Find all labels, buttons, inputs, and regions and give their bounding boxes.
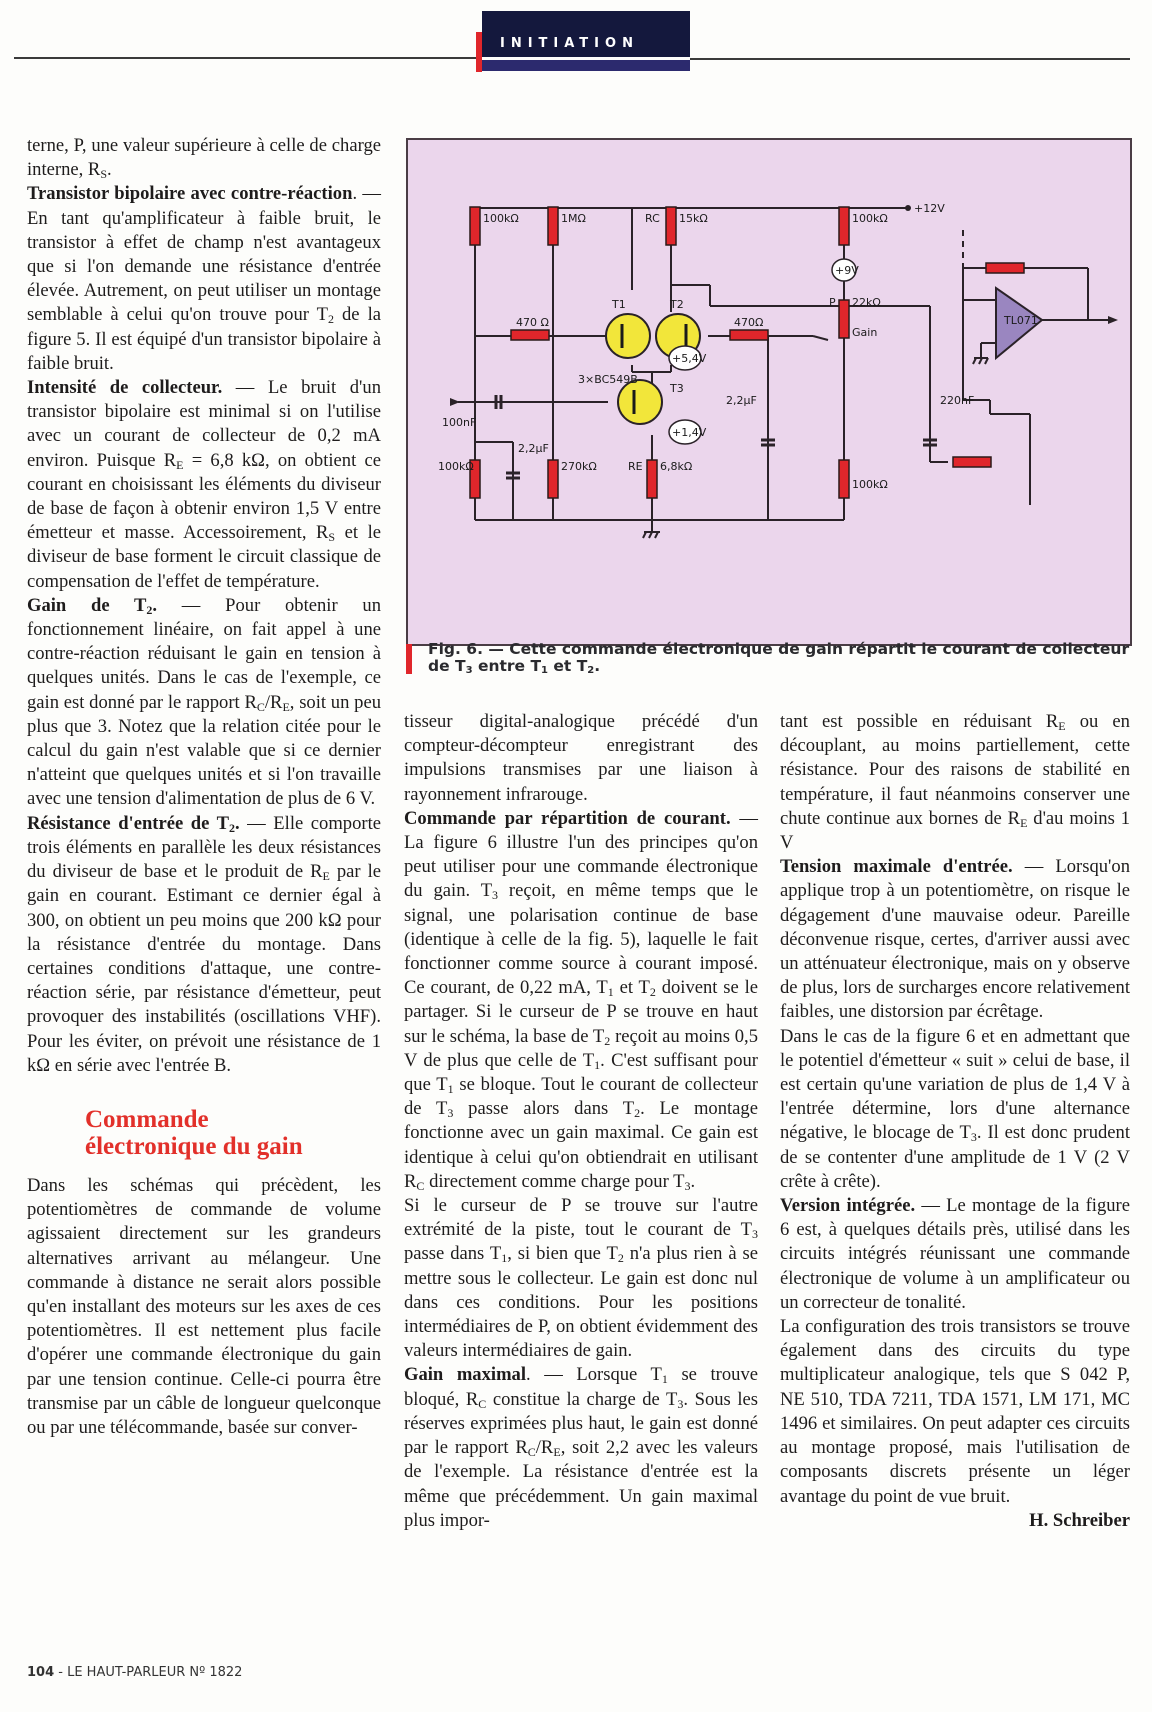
label-transistor-type: 3×BC549B <box>578 373 638 386</box>
column-2 <box>404 710 758 1533</box>
paragraph-intro: terne, P, une valeur supérieure à celle de charge interne, $R_S$. <box>27 135 381 182</box>
resistor-470-left <box>511 330 549 340</box>
resistor-1M <box>548 207 558 245</box>
banner-band <box>482 60 690 71</box>
label-t2: T2 <box>670 298 684 311</box>
resistor-rc <box>666 207 676 245</box>
paragraph-gain-t2: Gain de $T_2$. — Pour obtenir un fonctionnement linéaire, on fait appel à une contre-réaction réduisant le gain en tension à quelques unités. Dans le cas de l'exemple, ce gain est donné par le rapport $R_C/R_E$, soit un peu plus que 3. Notez que la relation citée pour le calcul du gain n'est valable que si ce dernier n'atteint que quelques unités et si l'on travaille avec une tension d'alimentation de plus de 6 V. <box>27 594 381 810</box>
label-270k: 270kΩ <box>561 460 597 473</box>
input-arrow <box>450 398 460 406</box>
section-title: Commande électronique du gain <box>85 1105 303 1160</box>
paragraph-schemas: Dans les schémas qui précèdent, les potentiomètres de commande de volume agissaient directement sur les grandeurs alternatives arrivant au mélangeur. Une commande à distance ne serait alors possible qu'en installant des moteurs sur les axes de ces potentiomètres. Il est nettement plus facile d'opérer une commande électronique du gain par une tension continue. Celle-ci pourra être transmise par un câble de longueur quelconque ou par une télécommande, basée sur conver- <box>27 1174 381 1438</box>
subheading: Commande par répartition de courant. <box>404 807 731 829</box>
subheading: Gain maximal <box>404 1364 527 1386</box>
label-100k-bottom-right: 100kΩ <box>852 478 888 491</box>
resistor-100k-bottom-right <box>839 460 849 498</box>
label-pot-value: 22kΩ <box>852 296 881 309</box>
label-100k-top: 100kΩ <box>483 212 519 225</box>
resistor-re <box>647 460 657 498</box>
circuit-schematic <box>408 140 1130 644</box>
resistor-100k-top <box>470 207 480 245</box>
paragraph-figure6: Dans le cas de la figure 6 et en admettant que le potentiel d'émetteur « suit » celui de base, il est certain qu'une variation de plus de 1,4 V à l'entrée détermine, lors d'une alternance négative, le blocage de $T_3$. Il est donc prudent de se contenter d'une amplitude de 1 V (2 V crête à crête). <box>780 1025 1131 1192</box>
label-22uf-right: 2,2µF <box>726 394 757 407</box>
section-label: INITIATION <box>500 36 639 51</box>
paragraph-configuration: La configuration des trois transistors se trouve également dans des circuits du type multiplicateur analogique, tels que S 042 P, NE 510, TDA 7211, TDA 1571, LM 171, MC 1496 et similaires. On peut adapter ces circuits au montage proposé, mais l'utilisation de composants discrets présente un léger avantage du point de vue bruit. <box>780 1316 1130 1507</box>
paragraph-gain-maximal: Gain maximal. — Lorsque $T_1$ se trouve bloqué, $R_C$ constitue la charge de $T_3$. Sous les réserves exprimées plus haut, le gain est donné par le rapport $R_C/R_E$, soit 2,2 avec les valeurs de l'exemple. La résistance d'entrée est la même que précédemment. Un gain maximal plus impor- <box>404 1364 758 1531</box>
voltage-9: +9V <box>835 264 859 277</box>
voltage-54: +5,4V <box>672 352 707 365</box>
paragraph-continuation: tisseur digital-analogique précédé d'un compteur-décompteur enregistrant des impulsions transmises par une liaison à rayonnement infrarouge. <box>404 711 758 805</box>
label-re: RE <box>628 460 643 473</box>
caption-accent <box>406 644 412 674</box>
potentiometer-p <box>839 300 849 338</box>
subheading: Transistor bipolaire avec contre-réaction <box>27 183 353 205</box>
banner-accent <box>476 32 482 72</box>
header-rule-right <box>690 58 1130 60</box>
voltage-14: +1,4V <box>672 426 707 439</box>
label-1M: 1MΩ <box>561 212 586 225</box>
label-t3: T3 <box>670 382 684 395</box>
header-rule-left <box>14 57 476 59</box>
paragraph-tension-maximale: Tension maximale d'entrée. — Lorsqu'on applique trop à un potentiomètre, on risque le dégagement d'une mauvaise odeur. Pareille déconvenue risque, certes, d'arriver aussi avec un atténuateur électronique, mais on y observe de plus, lors de surcharges encore relativement faibles, une distorsion par écrêtage. <box>780 856 1131 1023</box>
label-68k: 6,8kΩ <box>660 460 693 473</box>
label-100k-right: 100kΩ <box>852 212 888 225</box>
transistor-t3 <box>618 380 662 424</box>
supply-label: +12V <box>914 202 945 215</box>
resistor-100k-right <box>839 207 849 245</box>
resistor-feedback <box>986 263 1024 273</box>
supply-terminal <box>905 205 911 211</box>
column-1 <box>27 134 381 1440</box>
caption-text: Fig. 6. — Cette commande électronique de gain répartit le courant de collecteur de $T_3$ entre $T_1$ et $T_2$. <box>428 640 1130 676</box>
label-rc: RC <box>645 212 660 225</box>
publication-name: - LE HAUT-PARLEUR Nº 1822 <box>54 1665 243 1680</box>
label-t1: T1 <box>612 298 626 311</box>
label-pot-gain: Gain <box>852 326 878 339</box>
subheading: Gain de $T_2$. <box>27 594 158 617</box>
resistor-220nf-series <box>953 457 991 467</box>
section-banner <box>476 11 690 71</box>
paragraph-transistor-bipolaire: Transistor bipolaire avec contre-réaction. — En tant qu'amplificateur à faible bruit, le transistor à effet de champ n'est avantageux que si l'on demande une résistance d'entrée élevée. Autrement, on peut utiliser un montage semblable à celui qu'on trouve pour $T_2$ de la figure 5. Il est équipé d'un transistor bipolaire à faible bruit. <box>27 183 381 374</box>
subheading: Version intégrée. <box>780 1195 916 1217</box>
label-470-left: 470 Ω <box>516 316 549 329</box>
paragraph-curseur: Si le curseur de P se trouve sur l'autre extrémité de la piste, tout le courant de $T_3$ passe dans $T_1$, si bien que $T_2$ n'a plus rien à se mettre sous le collecteur. Le gain est donc nul dans ces conditions. Pour les positions intermédiaires de P, on obtient évidemment des valeurs intermédiaires de gain. <box>404 1195 758 1362</box>
paragraph-resistance-entree: Résistance d'entrée de $T_2$. — Elle comporte trois éléments en parallèle les deux résistances du diviseur de base et le produit de $R_E$ par le gain en courant. Estimant ce dernier égal à 300, on obtient un peu moins que 200 kΩ pour la résistance d'entrée du montage. Dans certaines conditions d'attaque, une contre-réaction série, par résistance d'émetteur, peut provoquer des instabilités (oscillations VHF). Pour les éviter, on prévoit une résistance de 1 kΩ en série avec l'entrée B. <box>27 812 382 1076</box>
ground-icon-opamp <box>973 358 988 364</box>
opamp-label: TL071 <box>1004 314 1038 327</box>
label-100nf: 100nF <box>442 416 477 429</box>
author-signature: H. Schreiber <box>1029 1509 1130 1531</box>
paragraph-version-integree: Version intégrée. — Le montage de la figure 6 est, à quelques détails près, utilisé dans les circuits intégrés réunissant une commande électronique de volume à un amplificateur ou un correcteur de tonalité. <box>780 1195 1130 1313</box>
label-15k: 15kΩ <box>679 212 708 225</box>
output-arrow <box>1108 316 1118 324</box>
circuit-figure <box>406 138 1132 646</box>
label-100k-bottom: 100kΩ <box>438 460 474 473</box>
ground-icon <box>643 520 660 538</box>
page-number: 104 <box>27 1665 55 1680</box>
page-footer <box>27 1665 242 1680</box>
subheading: Résistance d'entrée de $T_2$. <box>27 812 240 835</box>
paragraph-commande-repartition: Commande par répartition de courant. — La figure 6 illustre l'un des principes qu'on peut utiliser pour une commande électronique du gain. $T_3$ reçoit, en même temps que le signal, une polarisation continue de base (identique à celle de la fig. 5), laquelle le fait fonctionner comme source à courant imposé. Ce courant, de 0,22 mA, $T_1$ et $T_2$ doivent se le partager. Si le curseur de P se trouve en haut sur le schéma, la base de $T_2$ reçoit au moins 0,5 V de plus que celle de $T_1$. C'est suffisant pour que $T_1$ se bloque. Tout le courant de collecteur de $T_3$ passe alors dans $T_2$. Le montage fonctionne avec un gain maximal. Ce gain est identique à celui qu'on obtiendrait en utilisant $R_C$ directement comme charge pour $T_3$. <box>404 807 759 1193</box>
transistor-t1 <box>606 314 650 358</box>
resistor-270k <box>548 460 558 498</box>
resistor-470-right <box>730 330 768 340</box>
label-470-right: 470Ω <box>734 316 764 329</box>
label-220nf: 220nF <box>940 394 975 407</box>
subheading: Tension maximale d'entrée. <box>780 856 1013 878</box>
paragraph-tant: tant est possible en réduisant $R_E$ ou en découplant, au moins partiellement, cette résistance. Pour des raisons de stabilité en température, il faut néanmoins conserver une chute continue aux bornes de $R_E$ d'au moins 1 V <box>780 711 1130 854</box>
subheading: Intensité de collecteur. <box>27 377 223 399</box>
paragraph-intensite: Intensité de collecteur. — Le bruit d'un transistor bipolaire est minimal si on l'utilise avec un courant de collecteur de 0,2 mA environ. Puisque $R_E = 6,8$ kΩ, on obtient ce courant en choisissant les éléments du diviseur de base de façon à obtenir environ 1,5 V entre émetteur et masse. Accessoirement, $R_S$ et le diviseur de base forment le circuit classique de compensation de l'effet de température. <box>27 377 381 592</box>
column-3 <box>780 710 1130 1533</box>
label-22uf-left: 2,2µF <box>518 442 549 455</box>
label-pot-p: P <box>829 296 836 309</box>
